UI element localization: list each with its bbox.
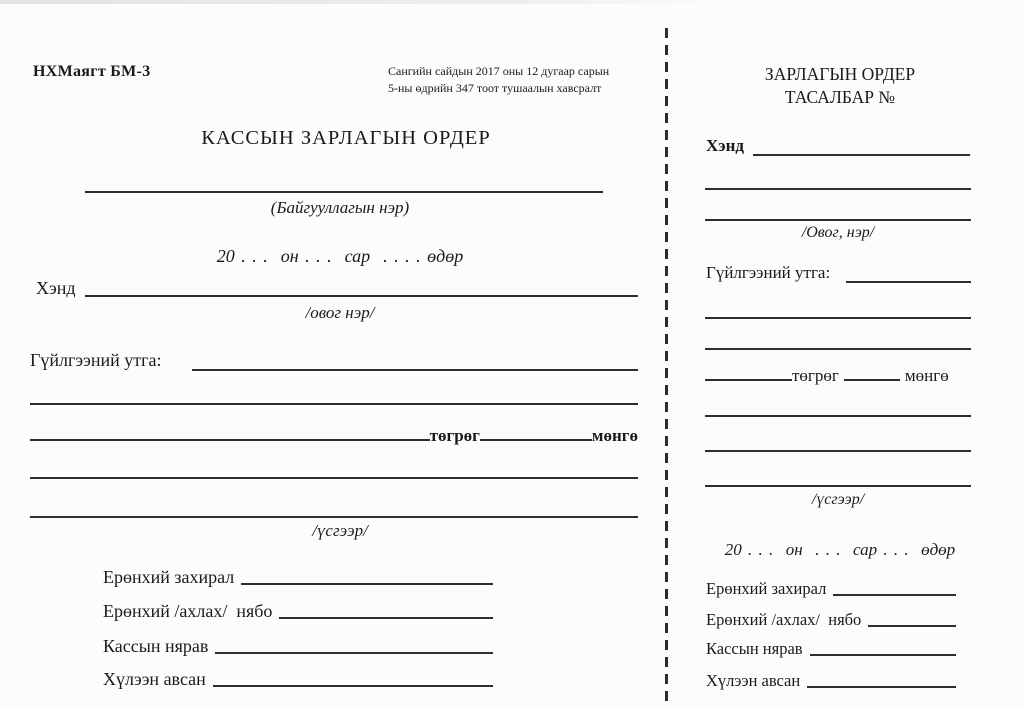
recipient-label: Хэнд (36, 278, 76, 298)
signature-row-cashier (103, 636, 493, 657)
stub-amount-words-line-1 (705, 415, 971, 417)
regulation-note (388, 63, 638, 96)
signature-label: Кассын нярав (706, 639, 803, 658)
org-name-line (85, 191, 603, 193)
recipient-name-hint: /овог нэр/ (305, 303, 375, 322)
stub-recipient-name-hint: /Овог, нэр/ (801, 224, 875, 241)
stub-recipient-line-3 (705, 219, 971, 221)
signature-line (868, 625, 956, 627)
amount-row (30, 423, 638, 445)
signature-label: Ерөнхий /ахлах/ нябо (706, 610, 862, 629)
signature-row-chief-accountant (103, 601, 493, 622)
stub-date-blank-line: 20 . . . он . . . сар . . . өдөр (724, 540, 956, 559)
stub-amount-words-line-2 (705, 450, 971, 452)
stub-signature-row-cashier (706, 639, 956, 659)
recipient-line (85, 295, 638, 297)
purpose-continuation-line (30, 403, 638, 405)
signature-label: Кассын нярав (103, 636, 209, 656)
stub-amount-words-hint: /үсгээр/ (811, 491, 865, 508)
stub-amount-words-line-3 (705, 485, 971, 487)
signature-line (215, 652, 493, 654)
stub-title-line2: ТАСАЛБАР № (784, 87, 896, 107)
signature-line (833, 594, 956, 596)
stub-title-line1: ЗАРЛАГЫН ОРДЕР (764, 64, 916, 84)
tear-off-perforation-line (665, 28, 668, 707)
stub-amount-fill-line (705, 379, 792, 381)
signature-label: Ерөнхий /ахлах/ нябо (103, 601, 273, 621)
signature-line (807, 686, 956, 688)
stub-recipient-label: Хэнд (706, 136, 745, 155)
purpose-label: Гүйлгээний утга: (30, 350, 162, 370)
stub-purpose-line-3 (705, 348, 971, 350)
stub-purpose-line (846, 281, 971, 283)
purpose-line (192, 369, 638, 371)
signature-line (279, 617, 493, 619)
form-title: КАССЫН ЗАРЛАГЫН ОРДЕР (201, 127, 491, 149)
signature-label: Ерөнхий захирал (103, 567, 235, 587)
signature-line (241, 583, 493, 585)
scan-edge-artifact (0, 0, 720, 4)
stub-recipient-line-2 (705, 188, 971, 190)
date-blank-line: 20 . . . он . . . сар . . . . өдөр (216, 246, 464, 266)
stub-purpose-line-2 (705, 317, 971, 319)
signature-label: Хүлээн авсан (706, 671, 801, 690)
signature-label: Хүлээн авсан (103, 669, 206, 689)
signature-line (810, 654, 956, 656)
mongo-label: мөнгө (591, 426, 638, 445)
regulation-note-line1: Сангийн сайдын 2017 оны 12 дугаар сарын (388, 64, 610, 78)
stub-title (700, 63, 980, 109)
stub-purpose-label: Гүйлгээний утга: (706, 263, 831, 282)
form-code: НХМаягт БМ-3 (33, 63, 151, 80)
stub-signature-row-director (706, 579, 956, 599)
stub-signature-row-receiver (706, 671, 956, 691)
signature-label: Ерөнхий захирал (706, 579, 827, 598)
stub-tugrug-label: төгрөг (792, 366, 839, 385)
signature-row-receiver (103, 669, 493, 690)
stub-mongo-label: мөнгө (904, 366, 949, 385)
amount-words-line-1 (30, 477, 638, 479)
stub-recipient-line (753, 154, 970, 156)
amount-fill-line (30, 439, 430, 441)
stub-amount-row (705, 365, 971, 385)
regulation-note-line2: 5-ны өдрийн 347 тоот тушаалын хавсралт (388, 80, 602, 95)
stub-signature-row-chief-accountant (706, 610, 956, 630)
signature-line (213, 685, 493, 687)
org-name-hint: (Байгууллагын нэр) (270, 198, 410, 217)
tugrug-label: төгрөг (429, 426, 480, 445)
stub-mongo-fill-line (844, 379, 900, 381)
mongo-fill-line (480, 439, 592, 441)
amount-words-line-2 (30, 516, 638, 518)
signature-row-director (103, 567, 493, 588)
amount-words-hint: /үсгээр/ (312, 521, 368, 540)
